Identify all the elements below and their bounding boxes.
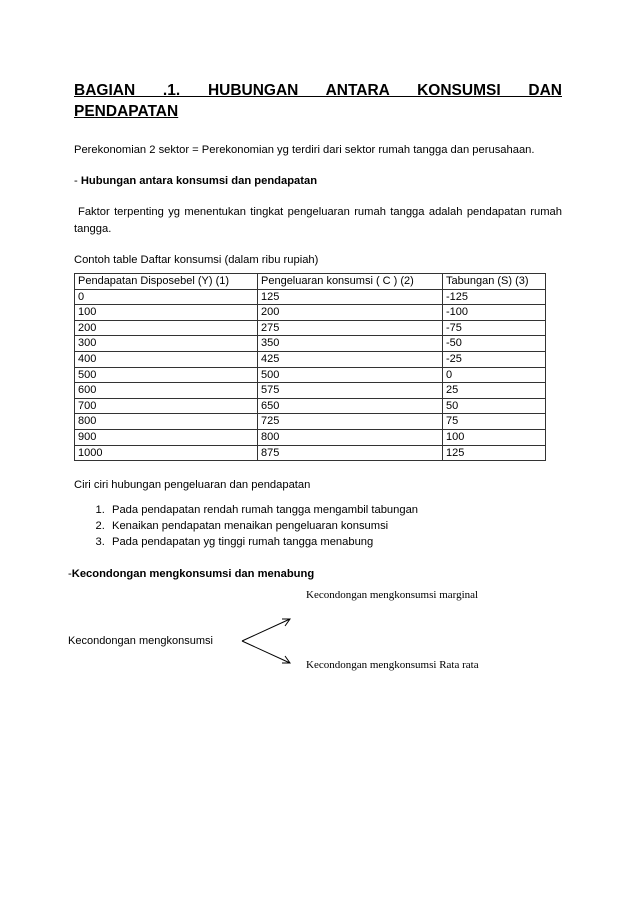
table-cell: 875 [258, 445, 443, 461]
table-cell: 1000 [75, 445, 258, 461]
table-row [75, 398, 546, 414]
section-2-heading [68, 566, 562, 583]
heading-line-1: BAGIAN .1. HUBUNGAN ANTARA KONSUMSI DAN [74, 82, 562, 99]
document-page [68, 80, 562, 672]
section-1-heading [74, 173, 562, 190]
table-cell: 50 [443, 398, 546, 414]
section-1-prefix: - [74, 175, 81, 187]
table-cell: 350 [258, 336, 443, 352]
table-cell: 0 [75, 289, 258, 305]
heading-line-2: PENDAPATAN [74, 103, 179, 120]
table-row [75, 383, 546, 399]
table-row [75, 336, 546, 352]
table-row [75, 445, 546, 461]
factor-paragraph: Faktor terpenting yg menentukan tingkat pengeluaran rumah tangga adalah pendapatan rumah tangga. [74, 206, 562, 235]
section-2-prefix: - [68, 568, 72, 581]
characteristics-list [74, 502, 562, 550]
table-header-cell: Tabungan (S) (3) [443, 274, 546, 290]
diagram-bottom-label: Kecondongan mengkonsumsi Rata rata [306, 659, 479, 672]
list-item: 3. Pada pendapatan yg tinggi rumah tangga menabung [108, 534, 562, 550]
section-2-title: Kecondongan mengkonsumsi dan menabung [71, 568, 315, 581]
table-cell: 800 [75, 414, 258, 430]
table-cell: 0 [443, 367, 546, 383]
list-item: 2. Kenaikan pendapatan menaikan pengeluaran konsumsi [108, 518, 562, 534]
table-cell: 650 [258, 398, 443, 414]
table-cell: -25 [443, 351, 546, 367]
characteristics-intro: Ciri ciri hubungan pengeluaran dan pendapatan [74, 479, 311, 492]
table-caption: Contoh table Daftar konsumsi (dalam ribu rupiah) [74, 254, 319, 266]
table-cell: 200 [258, 305, 443, 321]
table-cell: 575 [258, 383, 443, 399]
table-cell: -100 [443, 305, 546, 321]
table-cell: 425 [258, 351, 443, 367]
table-row [75, 289, 546, 305]
table-cell: 100 [443, 429, 546, 445]
table-header-row [75, 274, 546, 290]
table-cell: 100 [75, 305, 258, 321]
table-cell: 725 [258, 414, 443, 430]
list-item: 1. Pada pendapatan rendah rumah tangga mengambil tabungan [108, 502, 562, 518]
table-row [75, 367, 546, 383]
table-cell: 125 [258, 289, 443, 305]
table-row [75, 351, 546, 367]
diagram-top-label: Kecondongan mengkonsumsi marginal [306, 589, 479, 602]
arrow-line-down [242, 641, 290, 663]
table-cell: 200 [75, 320, 258, 336]
table-cell: -125 [443, 289, 546, 305]
table-cell: 500 [75, 367, 258, 383]
table-cell: -50 [443, 336, 546, 352]
propensity-diagram [68, 589, 562, 672]
table-row [75, 305, 546, 321]
table-cell: 75 [443, 414, 546, 430]
table-cell: 300 [75, 336, 258, 352]
table-row [75, 414, 546, 430]
diagram-left-label: Kecondongan mengkonsumsi [68, 635, 213, 648]
table-cell: 25 [443, 383, 546, 399]
table-header-cell: Pendapatan Disposebel (Y) (1) [75, 274, 258, 290]
table-cell: -75 [443, 320, 546, 336]
table-cell: 500 [258, 367, 443, 383]
table-cell: 400 [75, 351, 258, 367]
section-1-title: Hubungan antara konsumsi dan pendapatan [80, 175, 318, 187]
table-cell: 900 [75, 429, 258, 445]
table-row [75, 429, 546, 445]
consumption-table [74, 273, 546, 461]
intro-paragraph: Perekonomian 2 sektor = Perekonomian yg terdiri dari sektor rumah tangga dan perusahaan. [74, 144, 535, 156]
table-cell: 700 [75, 398, 258, 414]
table-header-cell: Pengeluaran konsumsi ( C ) (2) [258, 274, 443, 290]
table-row [75, 320, 546, 336]
arrow-line-up [242, 619, 290, 641]
table-cell: 125 [443, 445, 546, 461]
table-cell: 600 [75, 383, 258, 399]
table-cell: 800 [258, 429, 443, 445]
table-cell: 275 [258, 320, 443, 336]
